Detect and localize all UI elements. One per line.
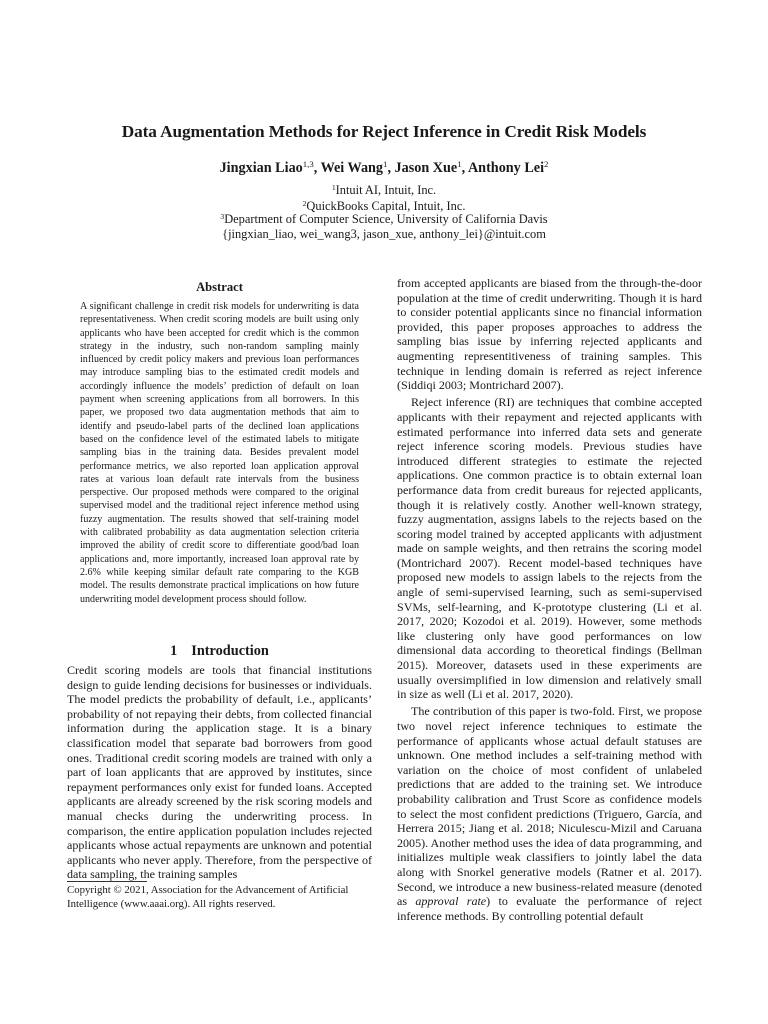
author-name: Wei Wang bbox=[320, 160, 384, 176]
author-separator: , bbox=[461, 160, 468, 176]
author-affiliation-marker: 1 bbox=[457, 159, 462, 170]
body-paragraph bbox=[397, 704, 702, 923]
right-column bbox=[397, 276, 702, 923]
body-paragraph: Reject inference (RI) are techniques that combine accepted applicants with their repayment and rejected applicants with estimated performance into inferred data sets and generate reject inference scoring models. Previous studies have introduced different strategies to estimate the rejected applications. One common practice is to obtain external loan performance data from credit bureaus for rejected applicants, though it is relatively costly. Another well-known strategy, fuzzy augmentation, assigns labels to the rejects based on the scoring model trained by accepted applicants with adjustment made on sample weights, and then retrains the scoring model (Montrichard 2007). Recent model-based techniques have proposed new models to assign labels to the rejects from the angle of semi-supervised learning, such as semi-supervised SVMs, self-learning, and K-prototype clustering (Li et al. 2017, 2020; Kozodoi et al. 2019). However, some methods like clustering only have good performances on low dimensional data according to theoretical findings (Bellman 2015). Moreover, datasets used in these experiments are usually oversimplified in low dimension and relatively small in size as well (Li et al. 2017, 2020). bbox=[397, 395, 702, 702]
author-name: Anthony Lei bbox=[467, 160, 545, 176]
affiliation-marker: 3 bbox=[220, 211, 225, 221]
body-paragraph: from accepted applicants are biased from the through-the-door population at the time of credit underwriting. Though it is hard to consider potential applicants since no financial information provided, this paper proposes approaches to address the sampling bias issue by inferring rejected applicants and augmenting representitiveness of training samples. This technique in lending domain is referred as reject inference (Siddiqi 2003; Montrichard 2007). bbox=[397, 276, 702, 393]
author-separator: , bbox=[387, 160, 395, 176]
affiliation-text: Intuit AI, Intuit, Inc. bbox=[335, 183, 437, 197]
affiliation-marker: 1 bbox=[331, 182, 336, 192]
author-affiliation-marker: 2 bbox=[544, 159, 549, 170]
paragraph-text: ) to evaluate the performance of reject inference methods. By controlling potential default bbox=[397, 894, 703, 923]
author-name: Jason Xue bbox=[394, 160, 458, 176]
abstract-heading: Abstract bbox=[196, 280, 243, 294]
emphasized-term: approval rate bbox=[415, 894, 487, 909]
affiliation-text: QuickBooks Capital, Intuit, Inc. bbox=[306, 199, 466, 213]
author-name: Jingxian Liao bbox=[219, 160, 303, 176]
copyright-notice: Copyright © 2021, Association for the Advancement of Artificial Intelligence (www.aaai.org). All rights reserved. bbox=[67, 884, 349, 910]
section-title: Introduction bbox=[191, 643, 269, 659]
footnote-rule bbox=[67, 881, 147, 882]
affiliation-line bbox=[0, 183, 768, 198]
author-affiliation-marker: 1 bbox=[383, 159, 388, 170]
affiliation-text: Department of Computer Science, University of California Davis bbox=[224, 212, 548, 226]
section-heading bbox=[67, 643, 372, 660]
author-affiliation-marker: 1,3 bbox=[302, 159, 314, 170]
paragraph-text: The contribution of this paper is two-fold. First, we propose two novel reject inference techniques to estimate the performance of applicants whose actual default statuses are unknown. One method includes a self-training method with variation on the choice of most confident of unlabeled predictions that are added to the training set. We introduce probability calibration and Trust Score as confidence models to select the most confident predictions (Triguero, García, and Herrera 2015; Jiang et al. 2018; Niculescu-Mizil and Caruana 2005). Another method uses the idea of data programming, and initializes multiple weak classifiers to jointly label the data along with Snorkel generative models (Ratner et al. 2017). Second, we introduce a new business-related measure (denoted as bbox=[397, 704, 702, 909]
affiliation-line bbox=[0, 212, 768, 227]
paper-title: Data Augmentation Methods for Reject Inference in Credit Risk Models bbox=[121, 122, 647, 141]
affiliation-marker: 2 bbox=[302, 198, 307, 208]
author-list bbox=[0, 160, 768, 177]
author-separator: , bbox=[313, 160, 321, 176]
section-number: 1 bbox=[170, 643, 178, 659]
intro-paragraph: Credit scoring models are tools that financial institutions design to guide lending decisions for businesses or individuals. The model predicts the probability of default, i.e., applicants’ probability of not repaying their debts, from collected financial information during the application stage. It is a binary classification model that separate bad borrowers from good ones. Traditional credit scoring models are trained with only a part of loan applicants that are approved by institutes, since repayment performances only exist for funded loans. Accepted applicants are already screened by the risk scoring models and manual checks during the underwriting process. In comparison, the entire application population includes rejected applicants whose actual repayments are unknown and potential applicants who never apply. Therefore, from the perspective of data sampling, the training samples bbox=[67, 663, 372, 882]
abstract-text: A significant challenge in credit risk models for underwriting is data representativeness. When credit scoring models are built using only applicants who have been accepted for credit which is the common strategy in the industry, such non-random sampling mainly influenced by credit policy makers and previous loan performances may introduce sampling bias to the estimated credit models and accordingly influence the models’ prediction of default on loan payment when screening applications from all borrowers. In this paper, we proposed two data augmentation methods that aim to identify and pseudo-label parts of the declined loan applications based on the confidence level of the estimated labels to mitigate sampling bias in the training data. Besides prevalent model performance metrics, we also reported loan application approval rates at various loan default rate intervals from the business perspective. Our proposed methods were compared to the original supervised model and the traditional reject inference method using fuzzy augmentation. The results showed that self-training model with calibrated probability as data augmentation selection criteria improved the ability of credit score to differentiate good/bad loan applications and, more importantly, increased loan approval rate by 2.6% while keeping similar default rate comparing to the KGB model. The results demonstrate practical implications on how future underwriting model development process should follow. bbox=[80, 301, 359, 605]
author-emails: {jingxian_liao, wei_wang3, jason_xue, anthony_lei}@intuit.com bbox=[222, 227, 546, 241]
